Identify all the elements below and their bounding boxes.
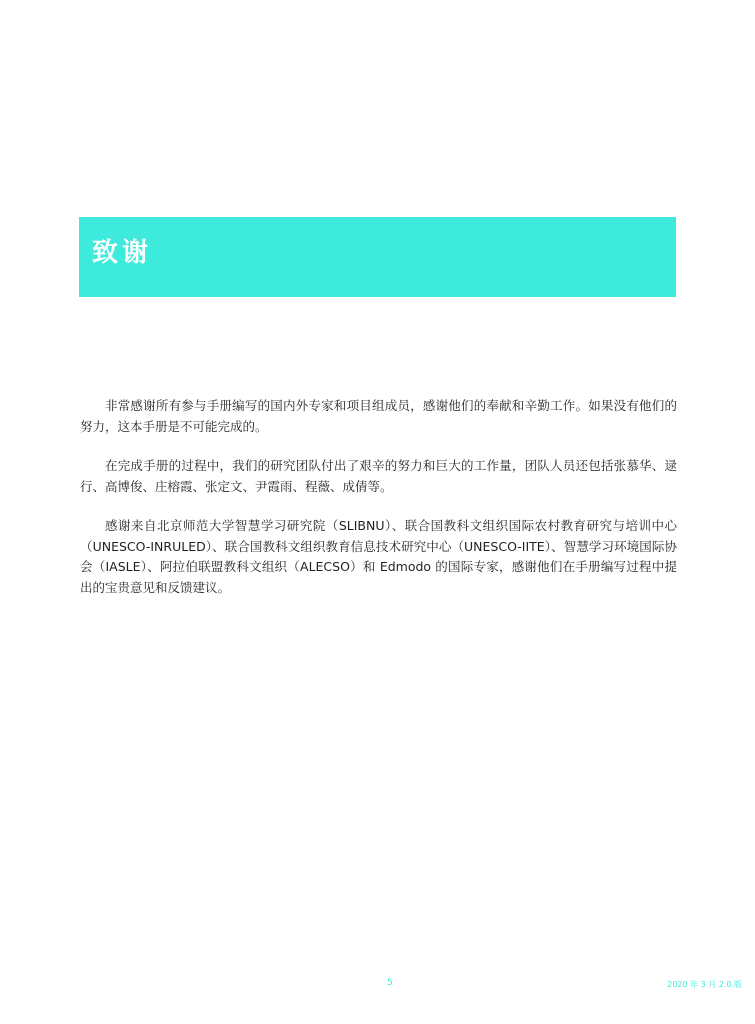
page-title: 致谢 bbox=[92, 238, 153, 268]
paragraph-team: 在完成手册的过程中，我们的研究团队付出了艰辛的努力和巨大的工作量，团队人员还包括张慕华、逯行、高博俊、庄榕霞、张定文、尹霞雨、程薇、成倩等。 bbox=[80, 458, 677, 494]
paragraph-thanks: 非常感谢所有参与手册编写的国内外专家和项目组成员，感谢他们的奉献和辛勤工作。如果没有他们的努力，这本手册是不可能完成的。 bbox=[80, 398, 677, 434]
title-banner bbox=[79, 217, 676, 297]
edition-label: 2020 年 3 月 2.0 版 bbox=[667, 980, 742, 989]
page-number: 5 bbox=[387, 978, 393, 988]
paragraph-experts: 感谢来自北京师范大学智慧学习研究院（SLIBNU）、联合国教科文组织国际农村教育研究与培训中心（UNESCO-INRULED）、联合国教科文组织教育信息技术研究中心（UNESCO-IITE）、智慧学习环境国际协会（IASLE）、阿拉伯联盟教科文组织（ALECSO）和 Edmodo 的国际专家，感谢他们在手册编写过程中提出的宝贵意见和反馈建议。 bbox=[80, 518, 677, 595]
acknowledgement-body bbox=[80, 396, 677, 617]
